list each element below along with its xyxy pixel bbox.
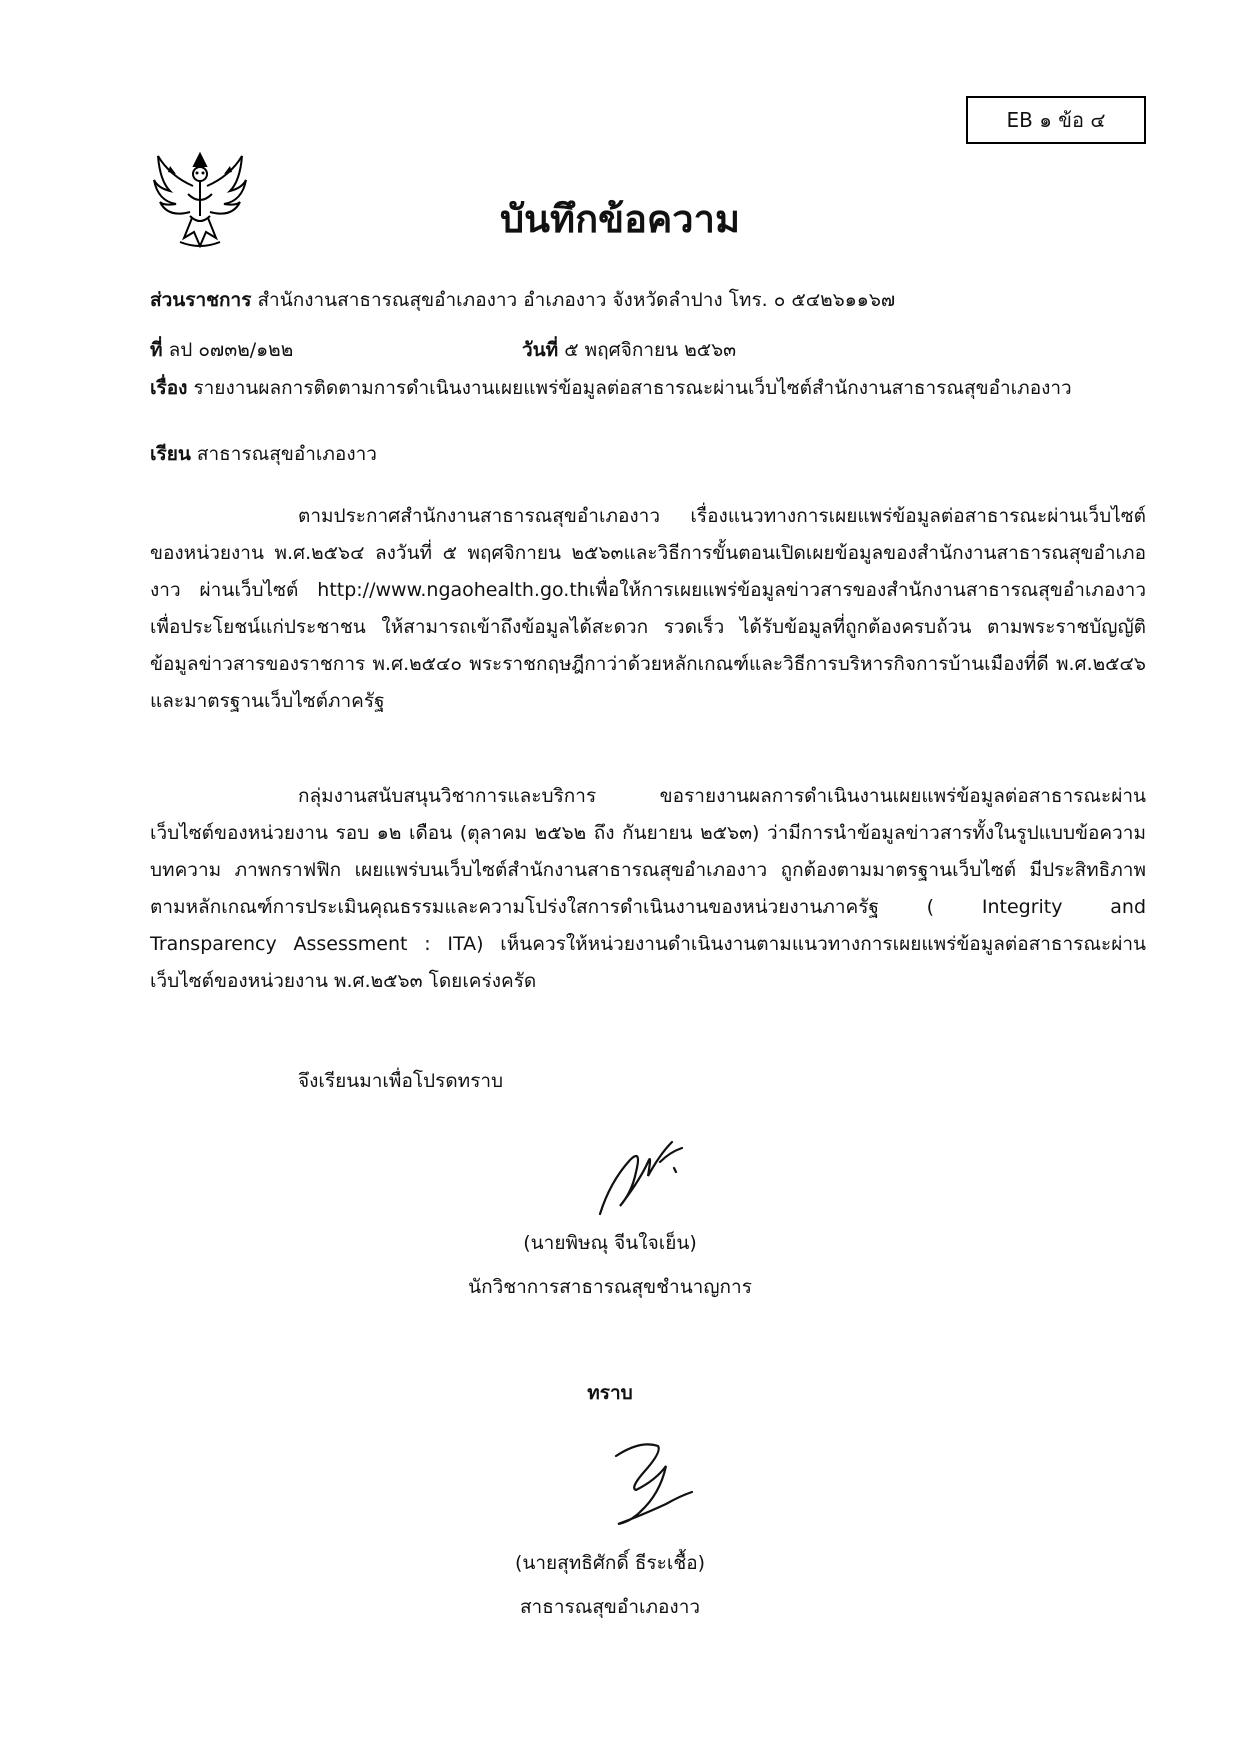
page-title: บันทึกข้อความ [499,197,741,241]
signature-2-icon [600,1436,700,1532]
body-paragraph-2: กลุ่มงานสนับสนุนวิชาการและบริการ ขอรายงานผลการดำเนินงานเผยแพร่ข้อมูลต่อสาธารณะผ่านเว็บไซต์ของหน่วยงาน รอบ ๑๒ เดือน (ตุลาคม ๒๕๖๒ ถึง กันยายน ๒๕๖๓) ว่ามีการนำข้อมูลข่าวสารทั้งในรูปแบบข้อความ บทความ ภาพกราฟฟิก เผยแพร่บนเว็บไซต์สำนักงานสาธารณสุขอำเภองาว ถูกต้องตามมาตรฐานเว็บไซต์ มีประสิทธิภาพตามหลักเกณฑ์การประเมินคุณธรรมและความโปร่งใสการดำเนินงานของหน่วยงานภาครัฐ ( Integrity and Transparency Assessment : ITA) เห็นควรให้หน่วยงานดำเนินงานตามแนวทางการเผยแพร่ข้อมูลต่อสาธารณะผ่านเว็บไซต์ของหน่วยงาน พ.ศ.๒๕๖๓ โดยเคร่งครัด [150,785,1146,992]
to-line [150,440,377,468]
signer-1-position: นักวิชาการสาธารณสุขชำนาญการ [468,1276,752,1298]
signer-2-name: (นายสุทธิศักดิ์ ธีระเชื้อ) [514,1552,706,1574]
department-line [150,286,895,314]
subject-value: รายงานผลการติดตามการดำเนินงานเผยแพร่ข้อมูลต่อสาธารณะผ่านเว็บไซต์สำนักงานสาธารณสุขอำเภองาว [193,377,1072,399]
to-label: เรียน [150,443,191,465]
to-value: สาธารณสุขอำเภองาว [196,443,377,465]
date-value: ๕ พฤศจิกายน ๒๕๖๓ [564,339,737,361]
date-label: วันที่ [522,339,559,361]
date-line [522,336,736,364]
department-value: สำนักงานสาธารณสุขอำเภองาว อำเภองาว จังหวัดลำปาง โทร. ๐ ๕๔๒๖๑๑๖๗ [257,289,896,311]
ref-label: ที่ [150,339,163,361]
reference-box [966,96,1146,144]
signer-1-name: (นายพิษณุ จีนใจเย็น) [523,1232,697,1254]
signer-2-position: สาธารณสุขอำเภองาว [519,1596,701,1618]
reference-box-text: EB ๑ ข้อ ๔ [1006,108,1106,132]
reference-line [150,336,293,364]
subject-label: เรื่อง [150,377,188,399]
ref-value: ลป ๐๗๓๒/๑๒๒ [168,339,294,361]
subject-line [150,374,1072,402]
acknowledge-text: ทราบ [587,1382,633,1404]
body-paragraph-1: ตามประกาศสำนักงานสาธารณสุขอำเภองาว เรื่องแนวทางการเผยแพร่ข้อมูลต่อสาธารณะผ่านเว็บไซต์ของหน่วยงาน พ.ศ.๒๕๖๔ ลงวันที่ ๕ พฤศจิกายน ๒๕๖๓และวิธีการขั้นตอนเปิดเผยข้อมูลของสำนักงานสาธารณสุขอำเภองาว ผ่านเว็บไซต์ http://www.ngaohealth.go.thเพื่อให้การเผยแพร่ข้อมูลข่าวสารของสำนักงานสาธารณสุขอำเภองาว เพื่อประโยชน์แก่ประชาชน ให้สามารถเข้าถึงข้อมูลได้สะดวก รวดเร็ว ได้รับข้อมูลที่ถูกต้องครบถ้วน ตามพระราชบัญญัติข้อมูลข่าวสารของราชการ พ.ศ.๒๕๔๐ พระราชกฤษฎีกาว่าด้วยหลักเกณฑ์และวิธีการบริหารกิจการบ้านเมืองที่ดี พ.ศ.๒๕๔๖ และมาตรฐานเว็บไซต์ภาครัฐ [150,505,1146,712]
closing-text: จึงเรียนมาเพื่อโปรดทราบ [298,1070,504,1092]
department-label: ส่วนราชการ [150,289,252,311]
signature-1-icon [590,1132,700,1222]
